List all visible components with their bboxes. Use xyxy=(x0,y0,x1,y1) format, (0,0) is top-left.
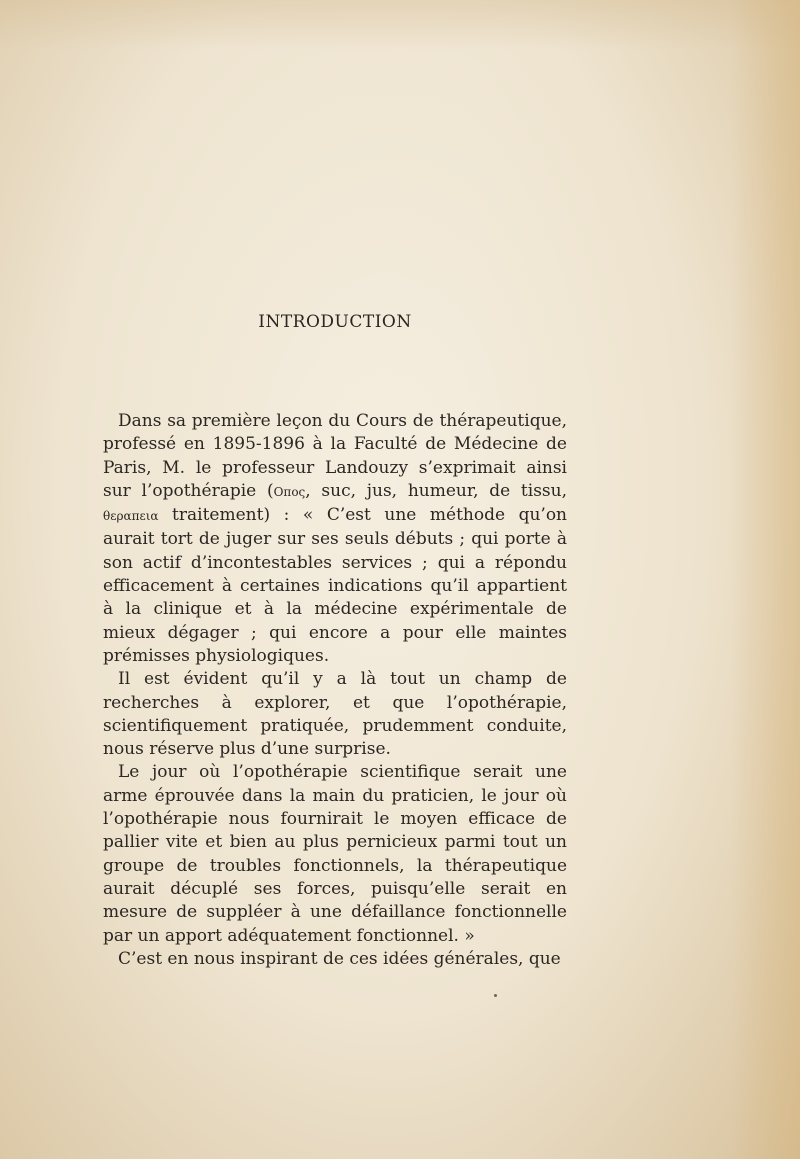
greek-word-therapeia: θεραπεια xyxy=(103,509,159,524)
page-edge-shadow xyxy=(730,0,800,1159)
body-text xyxy=(103,410,567,971)
greek-word-opos: Oπος xyxy=(273,484,306,499)
page-top-shadow xyxy=(0,0,800,50)
paragraph-4: C’est en nous inspirant de ces idées générales, que xyxy=(118,948,561,969)
paragraph-1-part-3: traitement) : « C’est une méthode qu’on aurait tort de juger sur ses seuls débuts ; qui porte à son actif d’incontestables services ; qui a répondu efficacement à certaines indications qu’il appartient à la clinique et à la médecine expérimentale de mieux dégager ; qui encore a pour elle maintes prémisses physiologiques. xyxy=(103,505,567,666)
paragraph-1 xyxy=(103,410,567,668)
paragraph-1-part-2: , suc, jus, humeur, de tissu, xyxy=(305,480,567,501)
page-title: INTRODUCTION xyxy=(258,312,412,332)
paragraph-2: Il est évident qu’il y a là tout un champ de recherches à explorer, et que l’opothérapie, scientifiquement pratiquée, prudemment conduite, nous réserve plus d’une surprise. xyxy=(103,669,567,760)
paragraph-1-part-1: Dans sa première leçon du Cours de thérapeutique, professé en 1895-1896 à la Faculté de Médecine de Paris, M. le professeur Landouzy s’exprimait ainsi sur l’opothérapie ( xyxy=(103,411,567,501)
paper-speck xyxy=(494,994,497,997)
paragraph-3: Le jour où l’opothérapie scientifique serait une arme éprouvée dans la main du praticien, le jour où l’opothérapie nous fournirait le moyen efficace de pallier vite et bien au plus pernicieux parmi tout un groupe de troubles fonctionnels, la thérapeutique aurait décuplé ses forces, puisqu’elle serait en mesure de suppléer à une défaillance fonctionnelle par un apport adéquatement fonctionnel. » xyxy=(103,762,567,946)
